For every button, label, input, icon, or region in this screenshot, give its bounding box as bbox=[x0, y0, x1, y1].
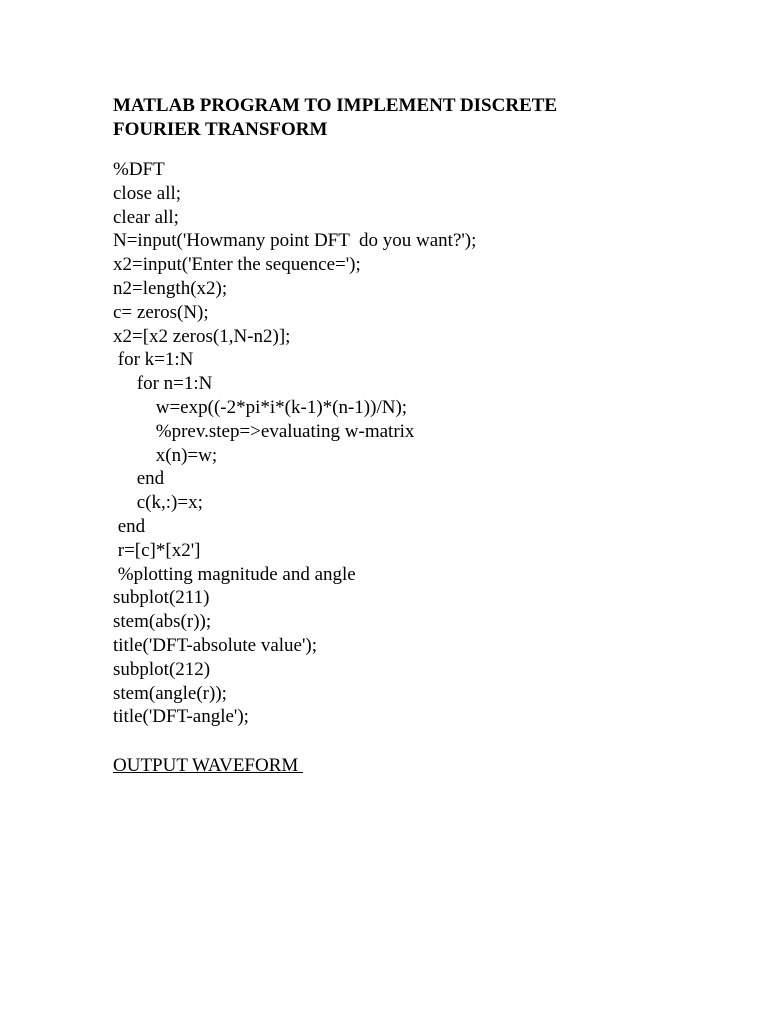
code-line: w=exp((-2*pi*i*(k-1)*(n-1))/N); bbox=[113, 396, 408, 418]
code-line: r=[c]*[x2'] bbox=[113, 539, 201, 561]
code-line: title('DFT-absolute value'); bbox=[113, 634, 318, 656]
code-line: stem(abs(r)); bbox=[113, 611, 212, 633]
code-listing bbox=[113, 158, 476, 729]
code-line: subplot(211) bbox=[113, 587, 210, 609]
code-line: %DFT bbox=[113, 159, 165, 180]
section-heading-output-waveform: OUTPUT WAVEFORM bbox=[113, 755, 304, 776]
code-line: close all; bbox=[113, 182, 182, 204]
code-line: subplot(212) bbox=[113, 658, 211, 680]
code-line: n2=length(x2); bbox=[113, 277, 228, 299]
code-line: title('DFT-angle'); bbox=[113, 706, 249, 728]
code-line: end bbox=[113, 468, 165, 490]
code-line: x(n)=w; bbox=[113, 444, 218, 466]
code-line: for k=1:N bbox=[113, 349, 194, 371]
code-line: c= zeros(N); bbox=[113, 301, 209, 323]
document-title bbox=[113, 94, 557, 142]
title-line-2: FOURIER TRANSFORM bbox=[113, 119, 328, 140]
code-line: for n=1:N bbox=[113, 373, 213, 395]
code-line: %plotting magnitude and angle bbox=[113, 563, 356, 585]
code-line: c(k,:)=x; bbox=[113, 492, 203, 514]
code-line: end bbox=[113, 515, 146, 537]
code-line: stem(angle(r)); bbox=[113, 682, 227, 704]
code-line: %prev.step=>evaluating w-matrix bbox=[113, 420, 415, 442]
code-line: N=input('Howmany point DFT do you want?'); bbox=[113, 230, 477, 252]
code-line: clear all; bbox=[113, 206, 179, 228]
code-line: x2=input('Enter the sequence='); bbox=[113, 254, 361, 276]
code-line: x2=[x2 zeros(1,N-n2)]; bbox=[113, 325, 291, 347]
title-line-1: MATLAB PROGRAM TO IMPLEMENT DISCRETE bbox=[113, 95, 558, 116]
